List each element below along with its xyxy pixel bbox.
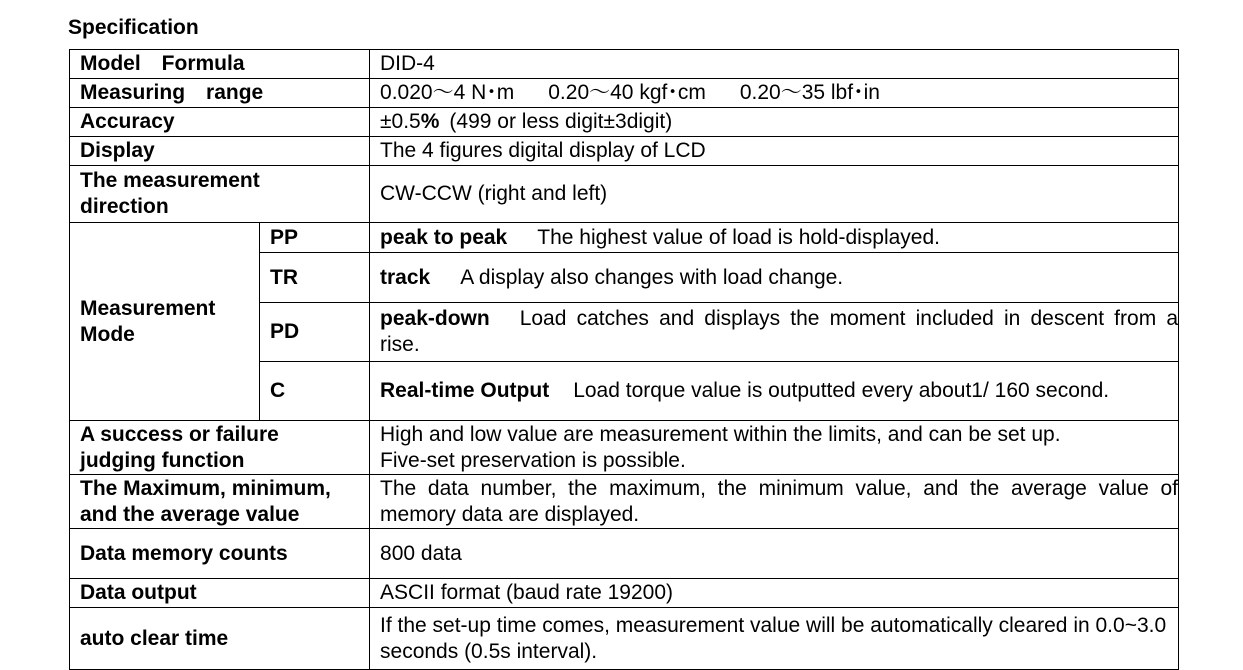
direction-label-line2: direction	[80, 195, 169, 218]
mode-label-line2: Mode	[80, 322, 135, 346]
judging-value	[370, 421, 1179, 475]
direction-value: CW-CCW (right and left)	[370, 166, 1179, 223]
mode-code-pd: PD	[260, 303, 370, 362]
row-model	[70, 50, 1179, 79]
mode-text-pd: Load catches and displays the moment included in descent from a rise.	[380, 307, 1179, 356]
model-value: DID-4	[370, 50, 1179, 79]
direction-label-line1: The measurement	[80, 169, 260, 192]
row-display	[70, 137, 1179, 166]
mode-name-tr: track	[380, 265, 431, 289]
maxmin-label-line1: The Maximum, minimum,	[80, 476, 331, 500]
auto-clear-value: If the set-up time comes, measurement value will be automatically cleared in 0.0~3.0 seconds (0.5s interval).	[370, 608, 1179, 670]
row-memory	[70, 529, 1179, 579]
row-judging	[70, 421, 1179, 475]
row-auto-clear	[70, 608, 1179, 670]
judging-label	[70, 421, 370, 475]
memory-label: Data memory counts	[70, 529, 370, 579]
accuracy-value	[370, 108, 1179, 137]
memory-value: 800 data	[370, 529, 1179, 579]
range-kgfcm: 0.20〜40 kgf･cm	[548, 81, 706, 104]
row-output	[70, 579, 1179, 608]
mode-desc-tr	[370, 253, 1179, 303]
accuracy-label: Accuracy	[70, 108, 370, 137]
mode-code-pp: PP	[260, 223, 370, 253]
range-nm: 0.020〜4 N･m	[380, 81, 515, 104]
page-title: Specification	[68, 16, 199, 39]
output-label: Data output	[70, 579, 370, 608]
accuracy-percent: %	[420, 110, 440, 133]
display-label: Display	[70, 137, 370, 166]
judging-line1: High and low value are measurement within the limits, and can be set up.	[380, 422, 1061, 446]
model-label: Model Formula	[70, 50, 370, 79]
mode-text-c: Load torque value is outputted every about1/ 160 second.	[573, 379, 1110, 402]
mode-text-pp: The highest value of load is hold-displayed.	[537, 225, 941, 249]
output-value: ASCII format (baud rate 19200)	[370, 579, 1179, 608]
display-value: The 4 figures digital display of LCD	[370, 137, 1179, 166]
mode-name-pd: peak-down	[380, 307, 490, 330]
mode-code-tr: TR	[260, 253, 370, 303]
row-maxmin	[70, 475, 1179, 529]
maxmin-label-line2: and the average value	[80, 502, 300, 526]
mode-desc-c	[370, 362, 1179, 421]
mode-name-pp: peak to peak	[380, 225, 508, 249]
row-mode-pp	[70, 223, 1179, 253]
judging-label-line1: A success or failure	[80, 422, 279, 446]
maxmin-label	[70, 475, 370, 529]
accuracy-note: (499 or less digit±3digit)	[449, 110, 673, 133]
row-direction	[70, 166, 1179, 223]
mode-desc-pd	[370, 303, 1179, 362]
judging-label-line2: judging function	[80, 448, 245, 472]
row-measuring-range	[70, 79, 1179, 108]
mode-desc-pp	[370, 223, 1179, 253]
direction-label	[70, 166, 370, 223]
accuracy-main: ±0.5	[380, 110, 421, 133]
mode-label-line1: Measurement	[80, 296, 216, 320]
auto-clear-label: auto clear time	[70, 608, 370, 670]
range-lbfin: 0.20〜35 lbf･in	[739, 81, 880, 104]
maxmin-value: The data number, the maximum, the minimum value, and the average value of memory data are displayed.	[370, 475, 1179, 529]
measurement-mode-label	[70, 223, 260, 421]
mode-code-c: C	[260, 362, 370, 421]
row-accuracy	[70, 108, 1179, 137]
specification-table	[69, 49, 1179, 670]
mode-name-c: Real-time Output	[380, 379, 550, 402]
mode-text-tr: A display also changes with load change.	[460, 265, 844, 289]
measuring-range-label: Measuring range	[70, 79, 370, 108]
judging-line2: Five-set preservation is possible.	[380, 448, 686, 472]
measuring-range-value	[370, 79, 1179, 108]
